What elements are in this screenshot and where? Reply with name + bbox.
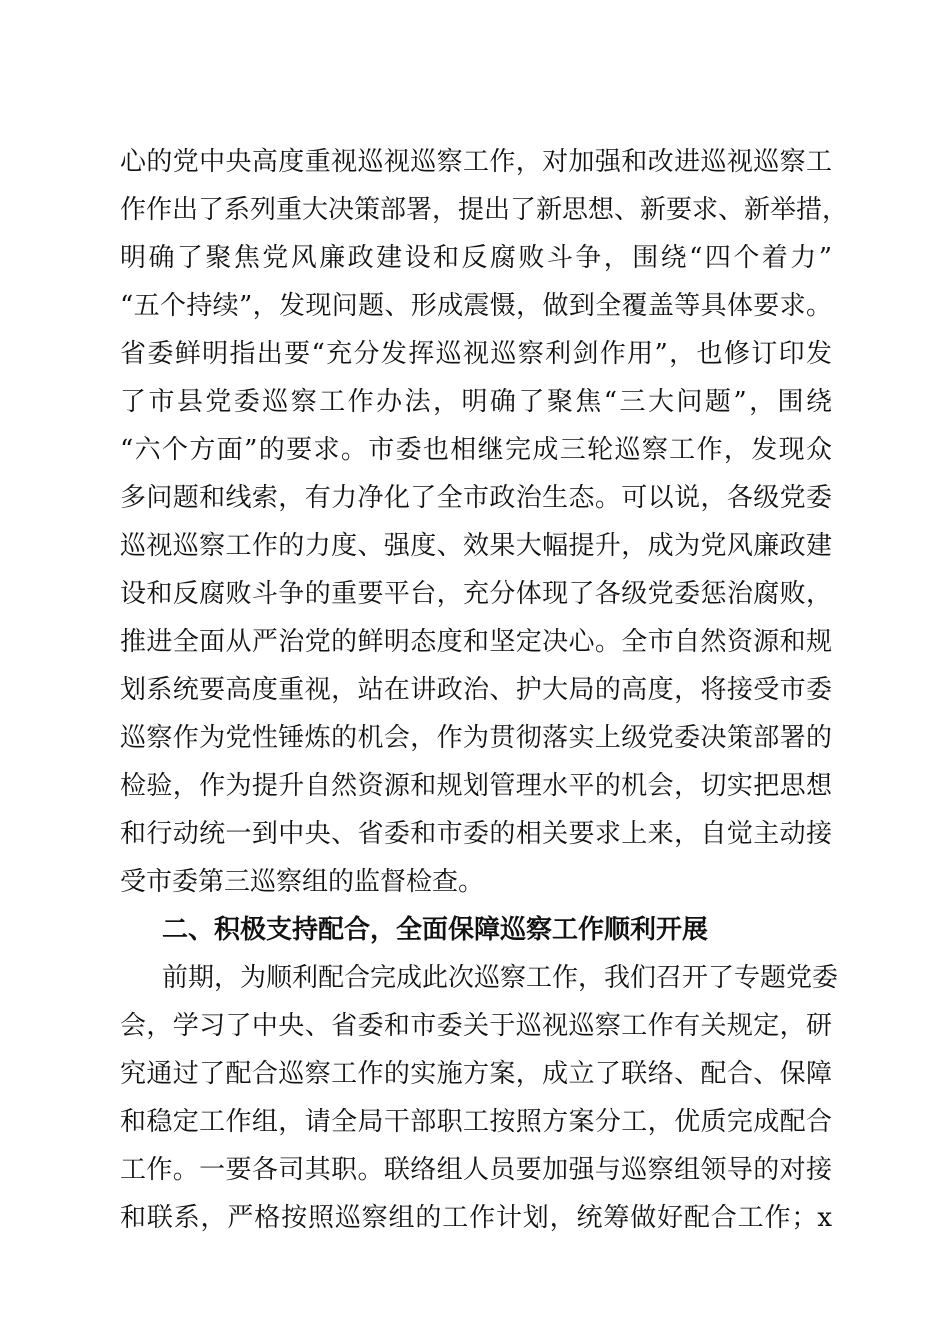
paragraph-line: 了市县党委巡察工作办法，明确了聚焦“三大问题”，围绕 [120, 387, 832, 417]
paragraph-line: 省委鲜明指出要“充分发挥巡视巡察利剑作用”，也修订印发 [120, 339, 832, 369]
paragraph-line: 工作。一要各司其职。联络组人员要加强与巡察组领导的对接 [120, 1155, 832, 1185]
paragraph-line: 设和反腐败斗争的重要平台，充分体现了各级党委惩治腐败， [120, 579, 832, 609]
paragraph-line: 和稳定工作组，请全局干部职工按照方案分工，优质完成配合 [120, 1107, 832, 1137]
paragraph-line: 巡视巡察工作的力度、强度、效果大幅提升，成为党风廉政建 [120, 531, 832, 561]
paragraph-line: 划系统要高度重视，站在讲政治、护大局的高度，将接受市委 [120, 675, 832, 705]
paragraph-line: 和联系，严格按照巡察组的工作计划，统筹做好配合工作；x [120, 1203, 832, 1233]
paragraph-line: “六个方面”的要求。市委也相继完成三轮巡察工作，发现众 [120, 435, 832, 465]
paragraph-line: 巡察作为党性锤炼的机会，作为贯彻落实上级党委决策部署的 [120, 723, 832, 753]
section-heading: 二、积极支持配合，全面保障巡察工作顺利开展 [162, 915, 709, 945]
paragraph-line: 多问题和线索，有力净化了全市政治生态。可以说，各级党委 [120, 483, 832, 513]
paragraph-line: 推进全面从严治党的鲜明态度和坚定决心。全市自然资源和规 [120, 627, 832, 657]
paragraph-line: 明确了聚焦党风廉政建设和反腐败斗争，围绕“四个着力” [120, 243, 832, 273]
paragraph-line: 心的党中央高度重视巡视巡察工作，对加强和改进巡视巡察工 [120, 147, 832, 177]
paragraph-line: 会，学习了中央、省委和市委关于巡视巡察工作有关规定，研 [120, 1011, 832, 1041]
paragraph-line: 作作出了系列重大决策部署，提出了新思想、新要求、新举措， [120, 195, 849, 225]
paragraph-line: 究通过了配合巡察工作的实施方案，成立了联络、配合、保障 [120, 1059, 832, 1089]
paragraph-line: 前期，为顺利配合完成此次巡察工作，我们召开了专题党委 [162, 963, 839, 993]
paragraph-line: 检验，作为提升自然资源和规划管理水平的机会，切实把思想 [120, 771, 832, 801]
paragraph-line: “五个持续”，发现问题、形成震慑，做到全覆盖等具体要求。 [120, 291, 832, 321]
paragraph-line: 受市委第三巡察组的监督检查。 [120, 867, 485, 897]
paragraph-line: 和行动统一到中央、省委和市委的相关要求上来，自觉主动接 [120, 819, 832, 849]
